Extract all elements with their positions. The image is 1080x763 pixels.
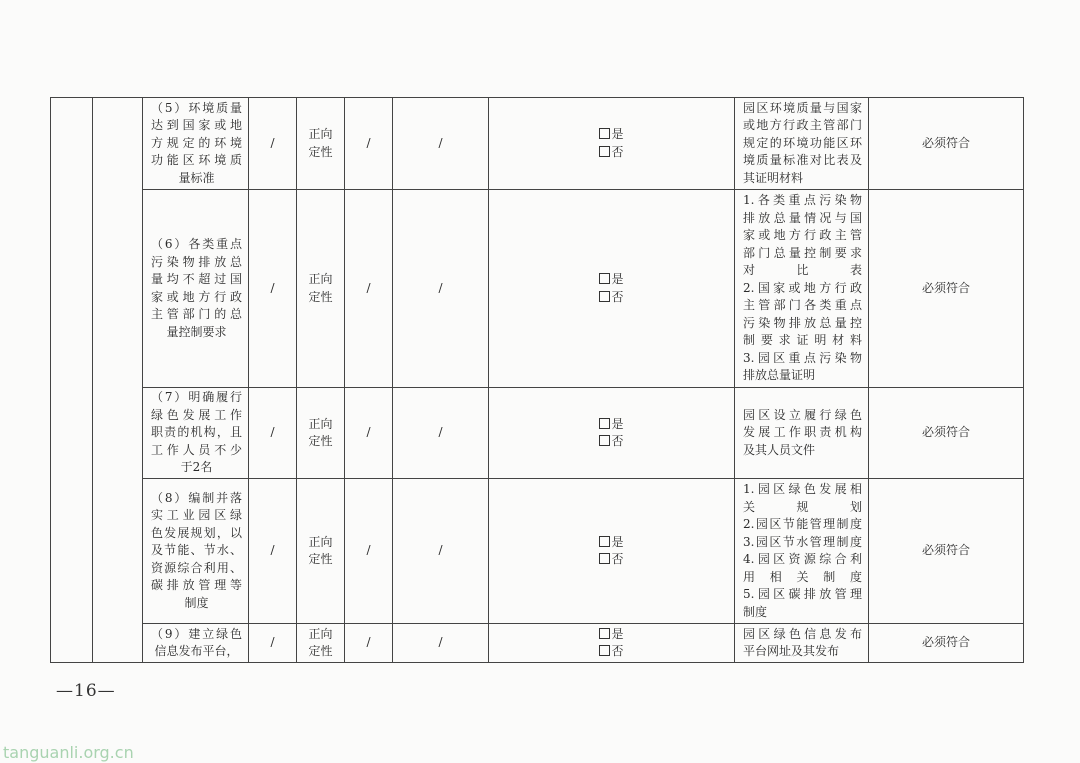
requirement-cell: 必须符合 xyxy=(869,388,1024,479)
material-line: 主管部门各类重点 xyxy=(743,298,862,313)
table-row xyxy=(51,479,1024,624)
check-yes[interactable] xyxy=(489,416,734,434)
indicator-line: 主管部门的总 xyxy=(151,307,242,321)
evaluation-table xyxy=(50,97,1024,663)
subcategory-cell xyxy=(93,98,143,663)
materials-cell xyxy=(735,388,869,479)
weight-cell: / xyxy=(393,479,489,624)
material-line: 4.园区资源综合利 xyxy=(743,552,862,566)
value-cell: / xyxy=(249,624,297,663)
indicator-line: 工作人员不少 xyxy=(151,442,242,457)
check-no[interactable] xyxy=(489,643,734,661)
indicator-line: 及节能、节水、 xyxy=(151,543,242,558)
checkbox-icon[interactable] xyxy=(599,146,610,157)
indicator-line: 实工业园区绿 xyxy=(151,508,242,523)
indicator-cell xyxy=(143,98,249,190)
requirement-cell: 必须符合 xyxy=(869,479,1024,624)
indicator-line: 功能区环境质 xyxy=(151,153,242,168)
check-no[interactable] xyxy=(489,289,734,307)
indicator-line: 量标准 xyxy=(178,170,215,185)
indicator-line: 家或地方行政 xyxy=(151,289,242,304)
check-yes[interactable] xyxy=(489,626,734,644)
material-line: 制要求证明材料 xyxy=(743,333,862,348)
material-line: 平台网址及其发布 xyxy=(743,644,840,658)
weight-cell: / xyxy=(393,624,489,663)
materials-cell xyxy=(735,479,869,624)
material-line: 3.园区节水管理制度 xyxy=(743,534,862,549)
material-line: 园区绿色信息发布 xyxy=(743,626,862,641)
indicator-line: （8）编制并落 xyxy=(151,490,242,505)
indicator-type-line: 正向 xyxy=(308,626,333,641)
check-no[interactable] xyxy=(489,433,734,451)
indicator-type-cell xyxy=(297,479,345,624)
indicator-cell xyxy=(143,388,249,479)
indicator-type-line: 定性 xyxy=(308,644,333,658)
requirement-cell: 必须符合 xyxy=(869,98,1024,190)
indicator-type-cell xyxy=(297,190,345,388)
table-row xyxy=(51,388,1024,479)
indicator-line: （5）环境质量 xyxy=(151,100,242,115)
indicator-line: 于2名 xyxy=(180,460,213,475)
page-number: —16— xyxy=(56,681,116,701)
check-yes-label: 是 xyxy=(611,127,624,141)
indicator-type-line: 正向 xyxy=(308,127,333,141)
score-cell: / xyxy=(345,98,393,190)
indicator-type-line: 正向 xyxy=(308,416,333,431)
indicator-line: （6）各类重点 xyxy=(151,237,242,251)
material-line: 部门总量控制要求 xyxy=(743,245,862,260)
checkbox-icon[interactable] xyxy=(599,536,610,547)
material-line: 对比表 xyxy=(743,263,862,278)
table-row xyxy=(51,190,1024,388)
check-yes-label: 是 xyxy=(611,534,624,549)
checkbox-icon[interactable] xyxy=(599,128,610,139)
indicator-line: （9）建立绿色 xyxy=(151,626,242,641)
material-line: 境质量标准对比表及 xyxy=(743,153,862,168)
check-yes[interactable] xyxy=(489,271,734,289)
indicator-type-line: 定性 xyxy=(308,144,333,159)
indicator-line: （7）明确履行 xyxy=(151,390,242,405)
material-line: 制度 xyxy=(743,604,768,619)
material-line: 排放总量情况与国 xyxy=(743,210,862,225)
status-cell xyxy=(489,98,735,190)
indicator-type-cell xyxy=(297,98,345,190)
indicator-type-cell xyxy=(297,624,345,663)
material-line: 其证明材料 xyxy=(743,170,804,185)
status-cell xyxy=(489,479,735,624)
indicator-line: 碳排放管理等 xyxy=(151,578,242,593)
indicator-type-line: 定性 xyxy=(308,289,333,304)
indicator-line: 方规定的环境 xyxy=(151,135,242,150)
checkbox-icon[interactable] xyxy=(599,553,610,564)
checkbox-icon[interactable] xyxy=(599,273,610,284)
value-cell: / xyxy=(249,388,297,479)
value-cell: / xyxy=(249,98,297,190)
check-yes-label: 是 xyxy=(611,626,624,641)
material-line: 发展工作职责机构 xyxy=(743,425,862,440)
table-row xyxy=(51,98,1024,190)
table-row xyxy=(51,624,1024,663)
material-line: 用相关制度 xyxy=(743,569,862,584)
material-line: 1.园区绿色发展相 xyxy=(743,482,862,496)
indicator-line: 色发展规划，以 xyxy=(151,525,242,540)
value-cell: / xyxy=(249,190,297,388)
material-line: 及其人员文件 xyxy=(743,442,816,457)
status-cell xyxy=(489,388,735,479)
materials-cell xyxy=(735,98,869,190)
check-yes-label: 是 xyxy=(611,272,624,286)
score-cell: / xyxy=(345,479,393,624)
material-line: 3.园区重点污染物 xyxy=(743,350,862,365)
check-no-label: 否 xyxy=(611,552,624,566)
checkbox-icon[interactable] xyxy=(599,435,610,446)
check-no-label: 否 xyxy=(611,434,624,448)
indicator-cell xyxy=(143,479,249,624)
checkbox-icon[interactable] xyxy=(599,628,610,639)
table-body xyxy=(51,98,1024,663)
check-yes[interactable] xyxy=(489,534,734,552)
check-yes[interactable] xyxy=(489,126,734,144)
indicator-line: 量均不超过国 xyxy=(151,272,242,286)
indicator-line: 制度 xyxy=(184,595,209,610)
material-line: 污染物排放总量控 xyxy=(743,315,862,330)
check-no-label: 否 xyxy=(611,644,624,658)
indicator-line: 达到国家或地 xyxy=(151,118,242,133)
material-line: 2.园区节能管理制度 xyxy=(743,517,862,531)
material-line: 家或地方行政主管 xyxy=(743,228,862,243)
weight-cell: / xyxy=(393,388,489,479)
indicator-type-line: 定性 xyxy=(308,434,333,448)
materials-cell xyxy=(735,190,869,388)
weight-cell: / xyxy=(393,98,489,190)
material-line: 园区环境质量与国家 xyxy=(743,100,862,115)
material-line: 2.国家或地方行政 xyxy=(743,280,862,295)
value-cell: / xyxy=(249,479,297,624)
indicator-cell xyxy=(143,190,249,388)
material-line: 5.园区碳排放管理 xyxy=(743,587,862,601)
indicator-type-line: 正向 xyxy=(308,534,333,549)
indicator-line: 资源综合利用、 xyxy=(151,560,242,575)
indicator-type-line: 定性 xyxy=(308,552,333,566)
materials-cell xyxy=(735,624,869,663)
indicator-line: 信息发布平台， xyxy=(154,644,239,658)
weight-cell: / xyxy=(393,190,489,388)
checkbox-icon[interactable] xyxy=(599,645,610,656)
score-cell: / xyxy=(345,388,393,479)
checkbox-icon[interactable] xyxy=(599,418,610,429)
status-cell xyxy=(489,190,735,388)
score-cell: / xyxy=(345,624,393,663)
material-line: 规定的环境功能区环 xyxy=(743,135,862,150)
material-line: 1.各类重点污染物 xyxy=(743,193,862,208)
check-no-label: 否 xyxy=(611,144,624,159)
material-line: 关规划 xyxy=(743,499,862,514)
checkbox-icon[interactable] xyxy=(599,291,610,302)
indicator-line: 污染物排放总 xyxy=(151,254,242,269)
requirement-cell: 必须符合 xyxy=(869,624,1024,663)
requirement-cell: 必须符合 xyxy=(869,190,1024,388)
category-cell xyxy=(51,98,93,663)
indicator-line: 绿色发展工作 xyxy=(151,407,242,422)
indicator-type-line: 正向 xyxy=(308,272,333,286)
watermark: tanguanli.org.cn xyxy=(3,743,134,762)
check-no[interactable] xyxy=(489,551,734,569)
check-no[interactable] xyxy=(489,144,734,162)
score-cell: / xyxy=(345,190,393,388)
indicator-line: 职责的机构，且 xyxy=(151,425,242,440)
indicator-type-cell xyxy=(297,388,345,479)
indicator-line: 量控制要求 xyxy=(166,324,227,339)
material-line: 或地方行政主管部门 xyxy=(743,118,862,133)
material-line: 园区设立履行绿色 xyxy=(743,407,862,422)
indicator-cell xyxy=(143,624,249,663)
check-yes-label: 是 xyxy=(611,416,624,431)
material-line: 排放总量证明 xyxy=(743,368,816,383)
check-no-label: 否 xyxy=(611,289,624,304)
status-cell xyxy=(489,624,735,663)
